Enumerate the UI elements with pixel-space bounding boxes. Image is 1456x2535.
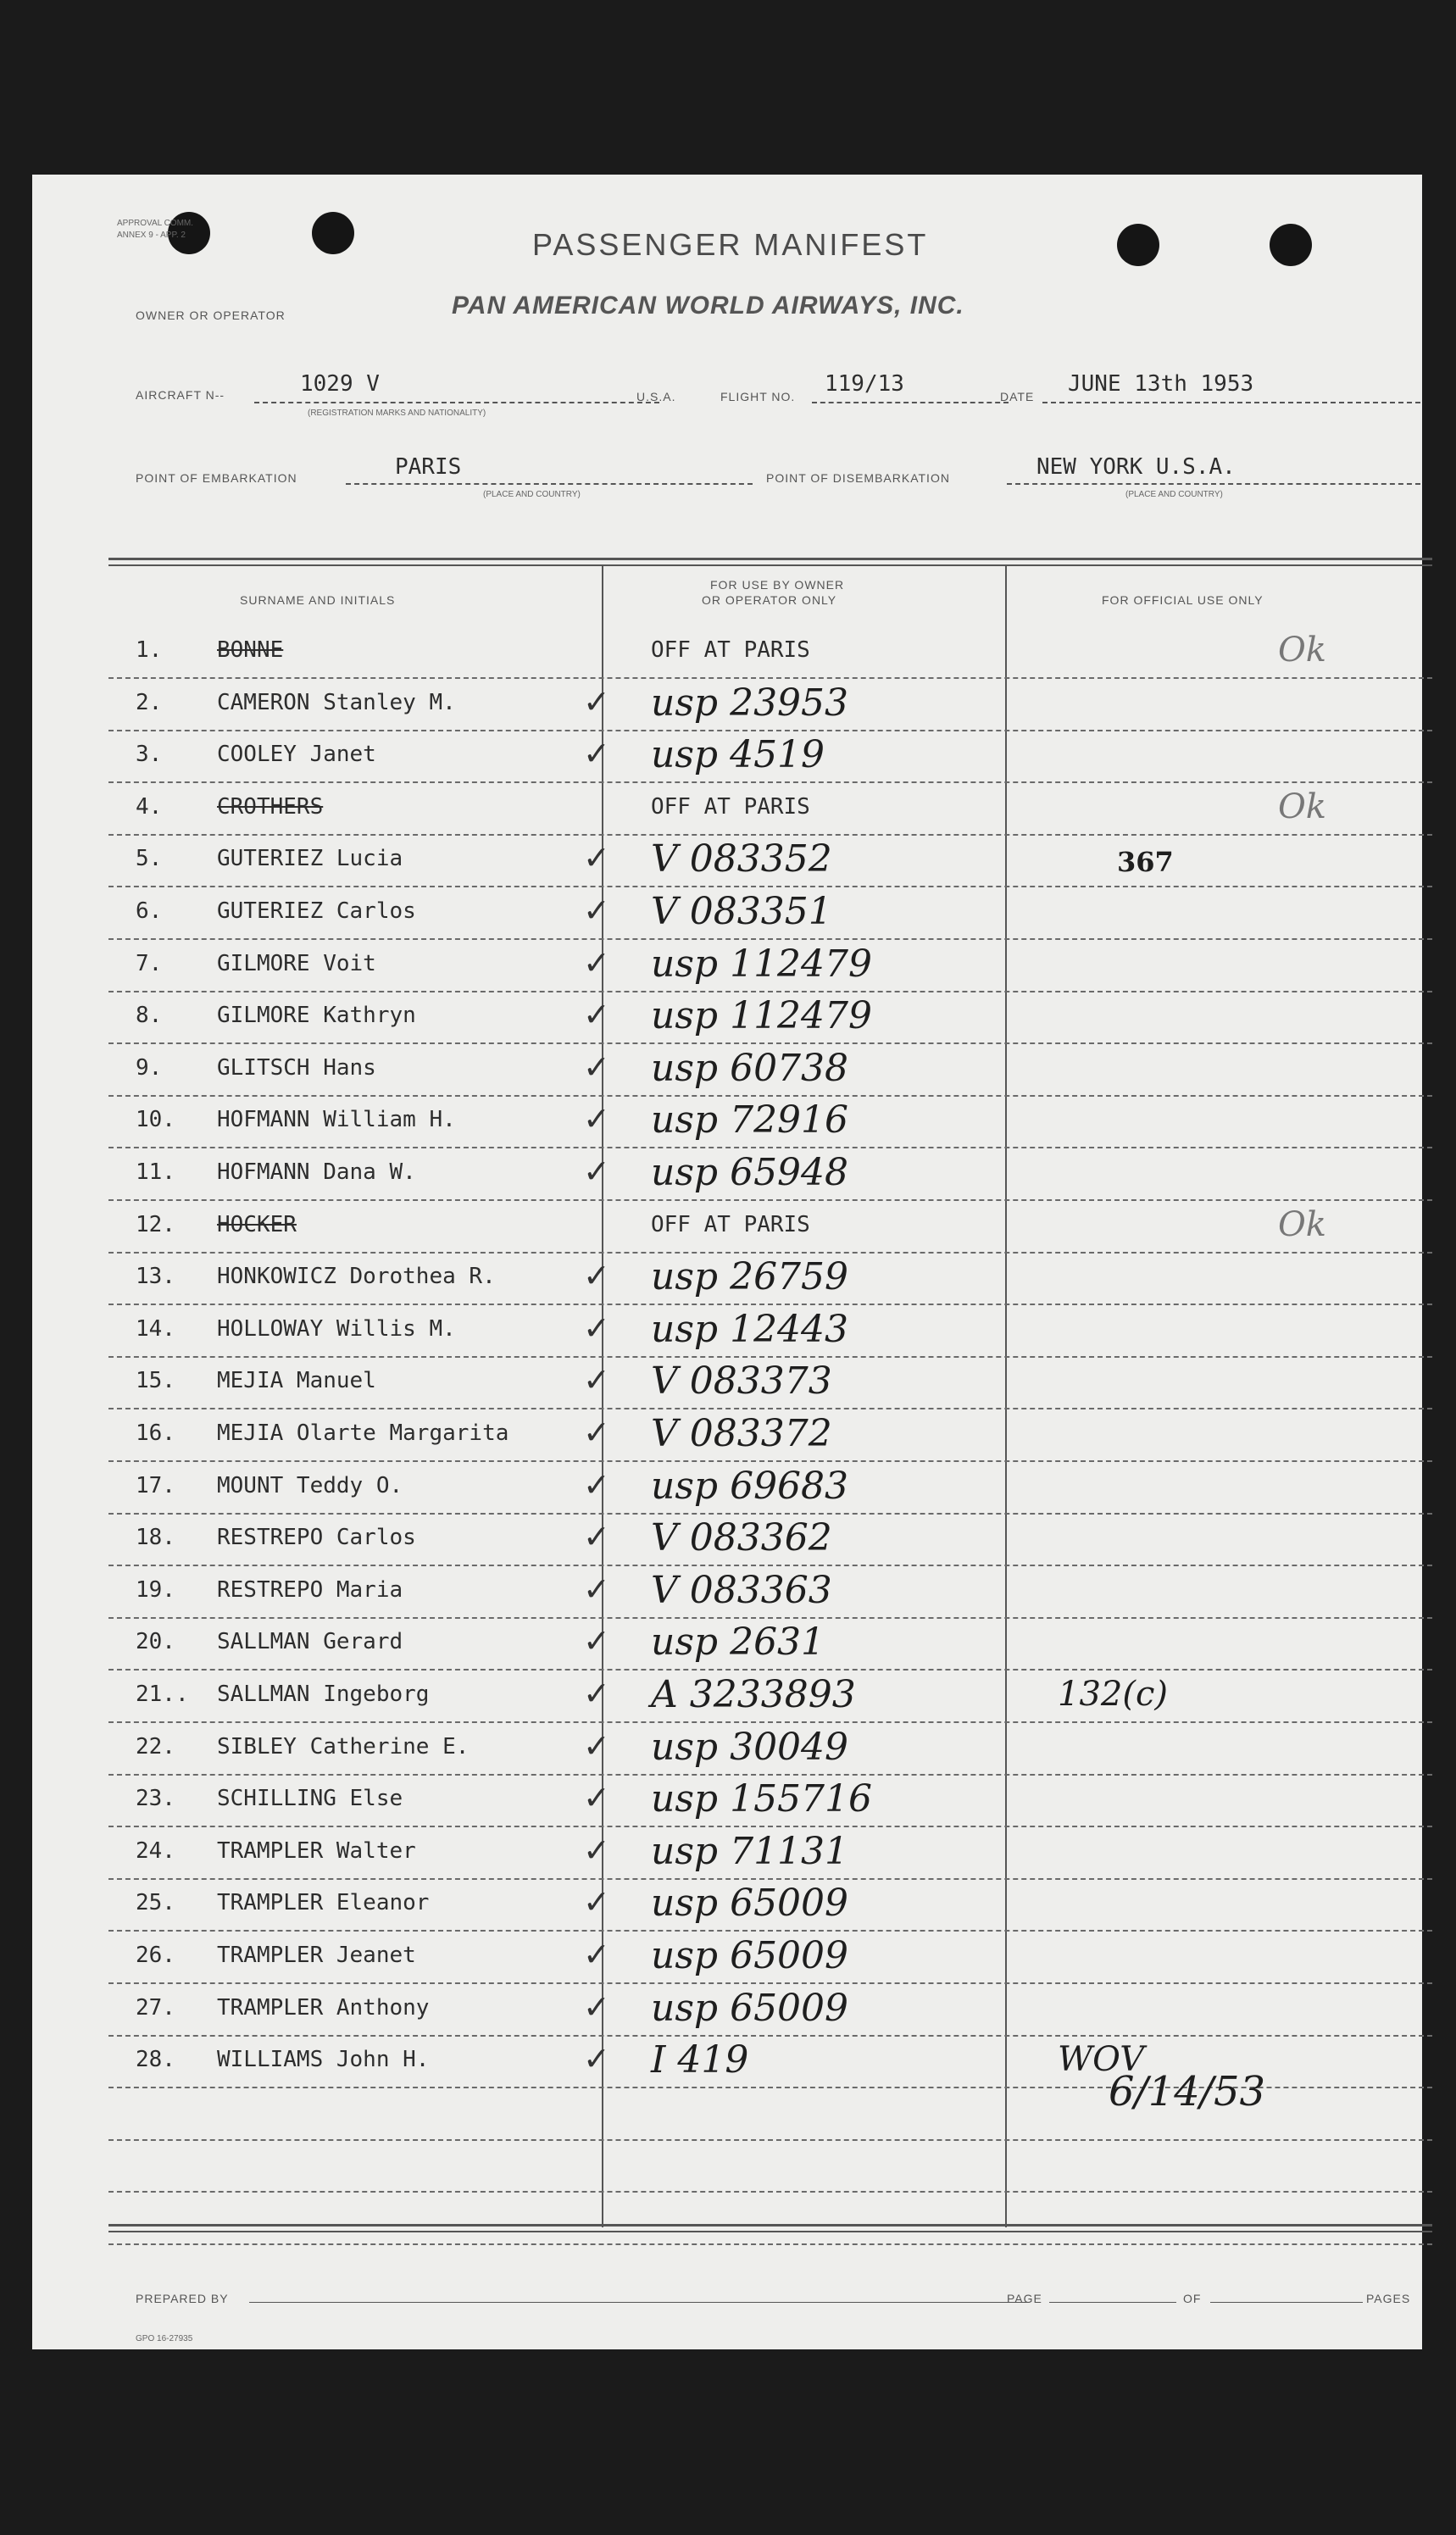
passenger-name: TRAMPLER Jeanet bbox=[217, 1943, 416, 1968]
table-row bbox=[108, 782, 1432, 836]
passenger-name: WILLIAMS John H. bbox=[217, 2047, 430, 2073]
page-underline bbox=[1049, 2302, 1176, 2303]
passenger-name: SCHILLING Else bbox=[217, 1786, 403, 1812]
operator-entry: usp 112479 bbox=[651, 942, 873, 986]
table-row bbox=[108, 1356, 1432, 1409]
row-number: 27. bbox=[136, 1994, 175, 2021]
table-row bbox=[108, 1200, 1432, 1254]
table-row bbox=[108, 887, 1432, 940]
operator-entry: usp 2631 bbox=[651, 1621, 825, 1665]
check-mark-icon: ✓ bbox=[583, 1883, 610, 1921]
row-number: 14. bbox=[136, 1315, 175, 1342]
table-row bbox=[108, 625, 1432, 679]
table-row bbox=[108, 1252, 1432, 1305]
passenger-name: HOFMANN Dana W. bbox=[217, 1159, 416, 1185]
column-header-official: FOR OFFICIAL USE ONLY bbox=[1102, 593, 1264, 607]
check-mark-icon: ✓ bbox=[583, 1465, 610, 1504]
table-row bbox=[108, 1409, 1432, 1462]
table-row bbox=[108, 1043, 1432, 1097]
row-number: 18. bbox=[136, 1525, 175, 1551]
operator-entry: V 083372 bbox=[651, 1412, 832, 1455]
prepared-underline bbox=[249, 2302, 1029, 2303]
check-mark-icon: ✓ bbox=[583, 1987, 610, 2026]
aircraft-value: 1029 V bbox=[300, 371, 380, 397]
passenger-name: MOUNT Teddy O. bbox=[217, 1472, 403, 1498]
passenger-name: BONNE bbox=[217, 637, 284, 663]
passenger-name: TRAMPLER Anthony bbox=[217, 1994, 430, 2021]
check-mark-icon: ✓ bbox=[583, 1675, 610, 1712]
table-row bbox=[108, 1148, 1432, 1201]
table-row bbox=[108, 1931, 1432, 1984]
passenger-name: TRAMPLER Eleanor bbox=[217, 1890, 430, 1916]
table-top-rule-2 bbox=[108, 564, 1432, 566]
aircraft-underline bbox=[254, 402, 659, 403]
form-title: PASSENGER MANIFEST bbox=[532, 227, 929, 262]
row-number: 11. bbox=[136, 1159, 175, 1185]
punch-hole bbox=[312, 212, 354, 254]
passenger-name: HOLLOWAY Willis M. bbox=[217, 1315, 456, 1342]
of-underline bbox=[1210, 2302, 1363, 2303]
table-row bbox=[108, 1304, 1432, 1358]
operator-entry: OFF AT PARIS bbox=[651, 793, 810, 820]
passenger-name: COOLEY Janet bbox=[217, 742, 376, 768]
passenger-name: MEJIA Olarte Margarita bbox=[217, 1420, 509, 1446]
manifest-page bbox=[32, 175, 1422, 2349]
table-row bbox=[108, 1461, 1432, 1515]
approval-line-1: APPROVAL COMM. bbox=[117, 219, 194, 228]
passenger-name: SALLMAN Ingeborg bbox=[217, 1682, 430, 1707]
operator-entry: usp 71131 bbox=[651, 1829, 849, 1873]
flight-underline bbox=[812, 402, 1009, 403]
row-number: 12. bbox=[136, 1211, 175, 1237]
table-row bbox=[108, 1722, 1432, 1776]
disembark-sub: (PLACE AND COUNTRY) bbox=[1125, 490, 1223, 499]
check-mark-icon: ✓ bbox=[583, 892, 610, 929]
operator-entry: usp 26759 bbox=[651, 1255, 849, 1299]
row-number: 15. bbox=[136, 1368, 175, 1394]
row-number: 13. bbox=[136, 1264, 175, 1290]
table-row bbox=[108, 1513, 1432, 1566]
owner-label: OWNER OR OPERATOR bbox=[136, 309, 286, 322]
operator-entry: usp 69683 bbox=[651, 1464, 849, 1508]
row-number: 1. bbox=[136, 637, 163, 663]
check-mark-icon: ✓ bbox=[583, 1048, 610, 1086]
table-row bbox=[108, 939, 1432, 992]
row-number: 8. bbox=[136, 1003, 163, 1029]
embark-label: POINT OF EMBARKATION bbox=[136, 471, 297, 485]
row-number: 16. bbox=[136, 1420, 175, 1446]
operator-entry: usp 12443 bbox=[651, 1307, 849, 1351]
row-number: 26. bbox=[136, 1943, 175, 1968]
empty-row bbox=[108, 2192, 1432, 2245]
check-mark-icon: ✓ bbox=[583, 1153, 610, 1190]
passenger-name: GILMORE Voit bbox=[217, 950, 376, 976]
check-mark-icon: ✓ bbox=[583, 1779, 610, 1817]
operator-entry: V 083352 bbox=[651, 837, 832, 881]
punch-hole bbox=[1270, 224, 1312, 266]
passenger-name: MEJIA Manuel bbox=[217, 1368, 376, 1394]
official-entry: 132(c) bbox=[1058, 1675, 1168, 1714]
operator-entry: V 083362 bbox=[651, 1516, 832, 1560]
operator-entry: OFF AT PARIS bbox=[651, 1211, 810, 1237]
check-mark-icon: ✓ bbox=[583, 1100, 610, 1138]
check-mark-icon: ✓ bbox=[583, 1936, 610, 1973]
date-label: DATE bbox=[1000, 390, 1035, 403]
check-mark-icon: ✓ bbox=[583, 1622, 610, 1660]
operator-entry: usp 72916 bbox=[651, 1098, 849, 1142]
operator-entry: V 083351 bbox=[651, 890, 832, 933]
embark-underline bbox=[346, 483, 753, 485]
table-row bbox=[108, 730, 1432, 783]
prepared-label: PREPARED BY bbox=[136, 2292, 229, 2305]
check-mark-icon: ✓ bbox=[583, 839, 610, 877]
pages-label: PAGES bbox=[1366, 2292, 1411, 2305]
row-number: 5. bbox=[136, 846, 163, 872]
embark-sub: (PLACE AND COUNTRY) bbox=[483, 490, 581, 499]
official-entry: Ok bbox=[1278, 631, 1327, 670]
check-mark-icon: ✓ bbox=[583, 1831, 610, 1869]
footer-code: GPO 16-27935 bbox=[136, 2334, 193, 2343]
table-row bbox=[108, 678, 1432, 731]
official-entry: 367 bbox=[1117, 846, 1174, 879]
operator-entry: OFF AT PARIS bbox=[651, 637, 810, 663]
check-mark-icon: ✓ bbox=[583, 1309, 610, 1347]
check-mark-icon: ✓ bbox=[583, 1518, 610, 1556]
column-header-surname: SURNAME AND INITIALS bbox=[240, 593, 396, 607]
table-top-rule bbox=[108, 558, 1432, 560]
official-entry: WOV bbox=[1058, 2040, 1145, 2080]
check-mark-icon: ✓ bbox=[583, 682, 610, 720]
passenger-name: RESTREPO Carlos bbox=[217, 1525, 416, 1551]
row-number: 24. bbox=[136, 1837, 175, 1864]
operator-entry: A 3233893 bbox=[651, 1673, 856, 1716]
operator-entry: usp 4519 bbox=[651, 733, 825, 777]
owner-value: PAN AMERICAN WORLD AIRWAYS, INC. bbox=[452, 292, 964, 320]
table-row bbox=[108, 1826, 1432, 1880]
table-row bbox=[108, 1670, 1432, 1723]
passenger-name: TRAMPLER Walter bbox=[217, 1837, 416, 1864]
passenger-name: HOCKER bbox=[217, 1211, 297, 1237]
row-number: 9. bbox=[136, 1054, 163, 1081]
operator-entry: usp 155716 bbox=[651, 1777, 873, 1821]
check-mark-icon: ✓ bbox=[583, 735, 610, 773]
operator-entry: usp 112479 bbox=[651, 994, 873, 1038]
check-mark-icon: ✓ bbox=[583, 1257, 610, 1295]
check-mark-icon: ✓ bbox=[583, 996, 610, 1034]
disembark-value: NEW YORK U.S.A. bbox=[1036, 454, 1236, 480]
table-row bbox=[108, 1983, 1432, 2037]
row-number: 19. bbox=[136, 1576, 175, 1603]
official-entry: Ok bbox=[1278, 1204, 1327, 1244]
passenger-name: SALLMAN Gerard bbox=[217, 1629, 403, 1655]
check-mark-icon: ✓ bbox=[583, 1570, 610, 1608]
page-label: PAGE bbox=[1007, 2292, 1042, 2305]
operator-entry: usp 30049 bbox=[651, 1725, 849, 1769]
disembark-label: POINT OF DISEMBARKATION bbox=[766, 471, 950, 485]
date-value: JUNE 13th 1953 bbox=[1068, 371, 1254, 397]
row-number: 3. bbox=[136, 742, 163, 768]
table-row bbox=[108, 1774, 1432, 1827]
check-mark-icon: ✓ bbox=[583, 1414, 610, 1451]
passenger-name: CAMERON Stanley M. bbox=[217, 689, 456, 715]
table-row bbox=[108, 1565, 1432, 1619]
passenger-name: HONKOWICZ Dorothea R. bbox=[217, 1264, 496, 1290]
operator-entry: usp 60738 bbox=[651, 1046, 849, 1090]
row-number: 6. bbox=[136, 898, 163, 924]
row-number: 20. bbox=[136, 1629, 175, 1655]
row-number: 4. bbox=[136, 793, 163, 820]
operator-entry: V 083373 bbox=[651, 1359, 832, 1404]
check-mark-icon: ✓ bbox=[583, 943, 610, 981]
passenger-name: GLITSCH Hans bbox=[217, 1054, 376, 1081]
operator-entry: usp 65948 bbox=[651, 1151, 849, 1194]
operator-entry: V 083363 bbox=[651, 1568, 832, 1612]
approval-line-2: ANNEX 9 - APP. 2 bbox=[117, 231, 186, 240]
flight-value: 119/13 bbox=[825, 371, 904, 397]
row-number: 25. bbox=[136, 1890, 175, 1916]
official-entry: Ok bbox=[1278, 787, 1327, 826]
table-row bbox=[108, 1878, 1432, 1932]
operator-entry: usp 65009 bbox=[651, 1986, 849, 2030]
row-number: 22. bbox=[136, 1733, 175, 1759]
row-number: 17. bbox=[136, 1472, 175, 1498]
operator-entry: usp 65009 bbox=[651, 1934, 849, 1977]
table-row bbox=[108, 834, 1432, 887]
punch-hole bbox=[1117, 224, 1159, 266]
column-header-operator-2: OR OPERATOR ONLY bbox=[702, 593, 837, 607]
check-mark-icon: ✓ bbox=[583, 1361, 610, 1399]
row-number: 23. bbox=[136, 1786, 175, 1812]
check-mark-icon: ✓ bbox=[583, 1726, 610, 1765]
flight-label: FLIGHT NO. bbox=[720, 390, 796, 403]
table-row bbox=[108, 991, 1432, 1044]
passenger-name: SIBLEY Catherine E. bbox=[217, 1733, 470, 1759]
operator-entry: usp 65009 bbox=[651, 1882, 849, 1926]
of-label: OF bbox=[1183, 2292, 1202, 2305]
row-number: 21.. bbox=[136, 1682, 189, 1707]
passenger-name: GUTERIEZ Lucia bbox=[217, 846, 403, 872]
operator-entry: I 419 bbox=[651, 2038, 749, 2082]
disembark-underline bbox=[1007, 483, 1420, 485]
aircraft-sub: (REGISTRATION MARKS AND NATIONALITY) bbox=[308, 409, 486, 418]
operator-entry: usp 23953 bbox=[651, 681, 849, 725]
passenger-name: GUTERIEZ Carlos bbox=[217, 898, 416, 924]
check-mark-icon: ✓ bbox=[583, 2040, 610, 2078]
passenger-name: RESTREPO Maria bbox=[217, 1576, 403, 1603]
usa-label: U.S.A. bbox=[636, 390, 676, 403]
passenger-name: GILMORE Kathryn bbox=[217, 1003, 416, 1029]
row-number: 2. bbox=[136, 689, 163, 715]
aircraft-label: AIRCRAFT N-- bbox=[136, 388, 225, 402]
row-number: 10. bbox=[136, 1107, 175, 1133]
column-header-operator-1: FOR USE BY OWNER bbox=[710, 578, 845, 592]
table-row bbox=[108, 1617, 1432, 1671]
embark-value: PARIS bbox=[395, 454, 462, 480]
row-number: 7. bbox=[136, 950, 163, 976]
passenger-name: CROTHERS bbox=[217, 793, 324, 820]
handwritten-date: 6/14/53 bbox=[1109, 2068, 1266, 2115]
row-number: 28. bbox=[136, 2047, 175, 2073]
empty-row bbox=[108, 2139, 1432, 2193]
table-row bbox=[108, 1095, 1432, 1148]
date-underline bbox=[1042, 402, 1420, 403]
passenger-name: HOFMANN William H. bbox=[217, 1107, 456, 1133]
